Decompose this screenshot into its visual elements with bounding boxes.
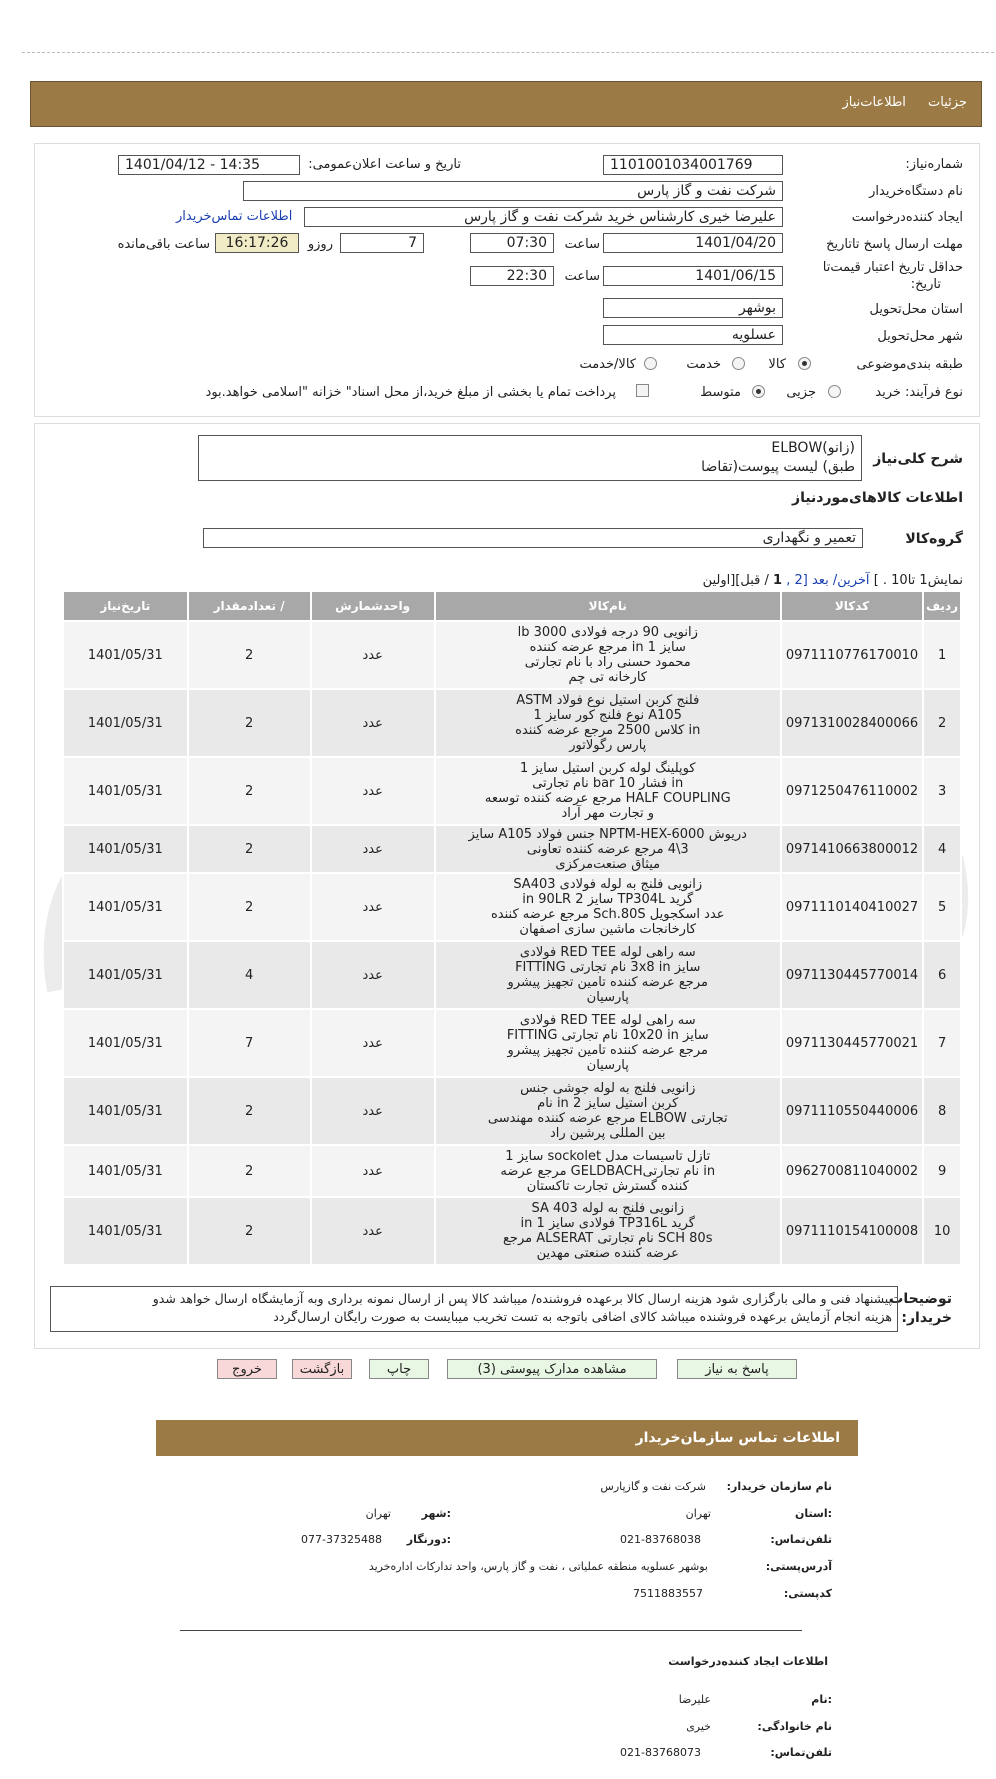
group-label: گروه‌کالا <box>905 531 963 547</box>
send-date-field: 1401/04/20 <box>603 233 783 253</box>
creator-info-title: اطلاعات ایجاد کننده‌درخواست <box>668 1655 828 1668</box>
item-code: 0971110154100008 <box>781 1197 923 1265</box>
summary-line-2: طبق) لیست پیوست(تقاضا <box>701 459 855 475</box>
row-number: 1 <box>923 621 961 689</box>
item-name-line: پارسیان <box>586 990 629 1005</box>
notes-box <box>50 1286 898 1332</box>
contact-postal-value: 7511883557 <box>633 1587 703 1600</box>
pagination-last[interactable]: آخرین/ <box>832 573 870 588</box>
col-code: کدکالا <box>781 591 923 621</box>
notes-label-2: خریدار: <box>901 1310 952 1326</box>
validity-date-field: 1401/06/15 <box>603 266 783 286</box>
table-row <box>63 941 961 1009</box>
item-name-line: کننده گسترش تجارت تاکستان <box>526 1178 689 1194</box>
goods-table <box>62 590 962 1266</box>
province-label: استان محل‌تحویل <box>869 302 963 317</box>
goods-info-title: اطلاعات کالاهای‌موردنیاز <box>792 490 963 506</box>
item-name-line: تازل تاسیسات مدل sockolet سایز 1 <box>505 1148 711 1164</box>
send-deadline-label: مهلت ارسال پاسخ تا‌تاریخ <box>826 237 963 252</box>
item-name-line: گرید TP316L فولادی سایز 1 in <box>520 1216 695 1231</box>
print-button[interactable]: چاپ <box>369 1359 429 1379</box>
item-name-line: in فشار 10 bar نام تجارتی <box>532 776 684 791</box>
creator-field: علیرضا خیری کارشناس خرید شرکت نفت و گاز پارس <box>304 207 783 227</box>
item-code: 0962700811040002 <box>781 1145 923 1197</box>
contact-province-label: :استان <box>795 1507 832 1520</box>
item-name <box>435 757 781 825</box>
item-code: 0971130445770014 <box>781 941 923 1009</box>
item-code: 0971110776170010 <box>781 621 923 689</box>
send-time-field: 07:30 <box>470 233 554 253</box>
validity-label-2: تاریخ: <box>910 277 941 292</box>
notes-line-1: پیشنهاد فنی و مالی بارگزاری شود هزینه ارسال کالا برعهده فروشنده/ میباشد کالا پس از ارسال نمونه برداری وبه آزمایشگاه ارسال خواهد شدو <box>152 1291 892 1306</box>
item-name-line: مرجع عرضه کننده تامین تجهیز پیشرو <box>507 1043 708 1058</box>
item-date: 1401/05/31 <box>63 873 188 941</box>
table-row <box>63 1077 961 1145</box>
item-name-line: سایز 10x20 in نام تجارتی FITTING <box>506 1028 709 1043</box>
exit-button[interactable]: خروج <box>217 1359 277 1379</box>
process-medium-radio[interactable] <box>752 385 765 398</box>
contact-org-label: نام سازمان‌ خریدار: <box>726 1480 832 1493</box>
row-number: 10 <box>923 1197 961 1265</box>
item-code: 0971130445770021 <box>781 1009 923 1077</box>
item-qty: 2 <box>188 689 311 757</box>
row-number: 7 <box>923 1009 961 1077</box>
item-name-line: مرجع عرضه کننده تامین تجهیز پیشرو <box>507 975 708 990</box>
item-name-line: سه راهی لوله RED TEE فولادی <box>519 945 696 960</box>
item-name-line: in کلاس 2500 مرجع عرضه کننده <box>515 723 701 738</box>
reply-button[interactable]: پاسخ به نیاز <box>677 1359 797 1379</box>
item-name-line: میثاق صنعت‌مرکزی <box>555 856 661 872</box>
header-bar <box>30 81 982 127</box>
item-qty: 2 <box>188 1077 311 1145</box>
item-unit: عدد <box>311 689 435 757</box>
process-medium-label: متوسط <box>700 385 741 400</box>
item-unit: عدد <box>311 1009 435 1077</box>
city-field: عسلویه <box>603 325 783 345</box>
category-goods-label: کالا <box>768 357 786 372</box>
item-unit: عدد <box>311 757 435 825</box>
table-row <box>63 689 961 757</box>
item-unit: عدد <box>311 825 435 873</box>
item-unit: عدد <box>311 1197 435 1265</box>
col-date: تاریخ‌نیاز <box>63 591 188 621</box>
contact-fax-label: :دورنگار <box>406 1533 451 1546</box>
city-label: شهر محل‌تحویل <box>877 329 963 344</box>
contact-postal-label: کد‌پستی: <box>783 1587 832 1600</box>
summary-label: شرح کلی‌نیاز <box>873 451 963 467</box>
category-both-radio[interactable] <box>644 357 657 370</box>
item-name-line: کارخانجات ماشین سازی اصفهان <box>519 922 697 937</box>
contact-phone-value: 021-83768038 <box>620 1533 701 1546</box>
table-row <box>63 873 961 941</box>
col-qty: / تعدادمقدار <box>188 591 311 621</box>
item-date: 1401/05/31 <box>63 757 188 825</box>
contact-org-value: شرکت نفت و گازپارس <box>600 1480 706 1493</box>
back-button[interactable]: بازگشت <box>292 1359 352 1379</box>
notes-label <box>889 1290 952 1328</box>
item-date: 1401/05/31 <box>63 1197 188 1265</box>
item-qty: 2 <box>188 1197 311 1265</box>
announce-field: 1401/04/12 - 14:35 <box>118 155 300 175</box>
contact-city-label: :شهر <box>421 1507 451 1520</box>
remaining-time-field: 16:17:26 <box>215 233 299 253</box>
row-number: 6 <box>923 941 961 1009</box>
table-row <box>63 757 961 825</box>
pagination <box>703 573 963 588</box>
item-code: 0971110550440006 <box>781 1077 923 1145</box>
table-row <box>63 1009 961 1077</box>
item-name-line: زانویی فلنج به لوله جوشی جنس <box>520 1081 696 1096</box>
item-name-line: A105 نوع فلنج کور سایز 1 <box>533 708 682 723</box>
item-name-line: عرضه کننده صنعتی مهدین <box>536 1246 679 1261</box>
contact-city-value: تهران <box>365 1507 391 1520</box>
item-name-line: تجارتی ELBOW مرجع عرضه کننده مهندسی <box>487 1111 728 1126</box>
item-name-line: پارس رگولاتور <box>569 738 647 753</box>
item-name-line: SCH 80s نام تجارتی ALSERAT مرجع <box>503 1231 713 1246</box>
validity-time-field: 22:30 <box>470 266 554 286</box>
notes-line-2: هزینه انجام آزمایش برعهده فروشنده میباشد کالای اضافی باتوجه به تست تخریب میبایست به صورت رایگان ارسال‌گردد <box>273 1309 892 1324</box>
need-number-field: 1101001034001769 <box>603 155 783 175</box>
item-name-line: دریوش NPTM-HEX-6000 جنس فولاد A105 سایز <box>468 826 747 842</box>
item-name <box>435 621 781 689</box>
item-date: 1401/05/31 <box>63 941 188 1009</box>
item-date: 1401/05/31 <box>63 1145 188 1197</box>
item-name-line: in نام تجارتیGELDBACH مرجع عرضه <box>500 1163 716 1179</box>
item-name <box>435 825 781 873</box>
item-qty: 2 <box>188 825 311 873</box>
validity-label-1: حداقل تاریخ اعتبار قیمت‌تا <box>822 260 963 275</box>
province-field: بوشهر <box>603 298 783 318</box>
item-unit: عدد <box>311 1145 435 1197</box>
buyer-org-field: شرکت نفت و گاز پارس <box>243 181 783 201</box>
payment-note: پرداخت تمام یا بخشی از مبلغ خرید،از محل اسناد" خزانه "اسلامی خواهد.بود <box>205 385 616 400</box>
item-name <box>435 873 781 941</box>
row-number: 3 <box>923 757 961 825</box>
item-date: 1401/05/31 <box>63 1077 188 1145</box>
category-both-label: کالا/خدمت <box>579 357 636 372</box>
item-name-line: کارخانه تی چم <box>568 670 647 685</box>
contact-province-value: تهران <box>685 1507 711 1520</box>
summary-box <box>198 435 862 481</box>
item-name <box>435 1145 781 1197</box>
item-qty: 2 <box>188 1145 311 1197</box>
pagination-prefix: نمایش1 تا10 . ] <box>873 573 963 588</box>
pagination-next[interactable]: بعد <box>811 573 829 588</box>
category-service-label: خدمت <box>686 357 721 372</box>
item-name-line: کربن استیل سایز 2 in نام <box>537 1096 679 1111</box>
item-qty: 7 <box>188 1009 311 1077</box>
item-qty: 2 <box>188 873 311 941</box>
item-name-line: فلنج کربن استیل نوع فولاد ASTM <box>516 693 700 708</box>
item-name-line: کوپلینگ لوله کربن استیل سایز 1 <box>519 761 696 776</box>
contact-address-value: بوشهر عسلویه منطقه عملیاتی ، نفت و گاز پارس، واحد تداركات اداره‌خرید <box>368 1560 708 1573</box>
attachments-button[interactable]: مشاهده مدارک پیوستی (3) <box>447 1359 657 1379</box>
category-goods-radio[interactable] <box>798 357 811 370</box>
tab-details[interactable]: جزئیات <box>928 95 967 110</box>
item-name-line: پارسیان <box>586 1058 629 1073</box>
item-date: 1401/05/31 <box>63 621 188 689</box>
item-unit: عدد <box>311 621 435 689</box>
contact-divider <box>180 1630 802 1631</box>
category-label: طبقه بندی‌موضوعی <box>856 357 963 372</box>
pagination-page-2[interactable]: [2 , <box>786 573 808 588</box>
item-name-line: محمود حسنی راد با نام تجارتی <box>524 655 691 670</box>
process-label: نوع فرآیند: خرید <box>875 385 963 400</box>
item-name-line: زانویی 90 درجه فولادی 3000 lb <box>517 625 698 640</box>
item-name-line: زانویی فلنج به لوله SA 403 <box>531 1201 685 1216</box>
item-name <box>435 689 781 757</box>
buyer-org-label: نام دستگاه‌خریدار <box>869 184 963 199</box>
process-partial-label: جزیی <box>786 385 816 400</box>
pagination-prev-first: / قبل][اولین <box>702 573 769 588</box>
item-unit: عدد <box>311 1077 435 1145</box>
treasury-payment-checkbox[interactable] <box>636 384 649 397</box>
item-name <box>435 941 781 1009</box>
table-row <box>63 621 961 689</box>
creator-phone-value: 021-83768073 <box>620 1746 701 1759</box>
top-divider <box>22 52 994 53</box>
creator-phone-label: تلفن‌تماس: <box>770 1746 832 1759</box>
send-time-label: ساعت <box>564 237 600 252</box>
item-name <box>435 1077 781 1145</box>
item-name-line: و تجارت مهر آراد <box>561 806 655 821</box>
creator-family-value: خیری <box>686 1720 711 1733</box>
item-qty: 2 <box>188 621 311 689</box>
col-unit: واحدشمارش <box>311 591 435 621</box>
col-name: نام‌کالا <box>435 591 781 621</box>
row-number: 9 <box>923 1145 961 1197</box>
notes-label-1: توضیحات <box>889 1291 952 1307</box>
item-code: 0971410663800012 <box>781 825 923 873</box>
creator-label: ایجاد کننده‌درخواست <box>851 210 963 225</box>
item-name-line: عدد اسکجویل Sch.80S مرجع عرضه کننده <box>490 907 725 922</box>
table-row <box>63 1145 961 1197</box>
item-unit: عدد <box>311 873 435 941</box>
pagination-current: 1 <box>773 573 783 588</box>
validity-time-label: ساعت <box>564 269 600 284</box>
col-row: ردیف <box>923 591 961 621</box>
category-service-radio[interactable] <box>732 357 745 370</box>
buyer-contact-link[interactable]: اطلاعات تماس‌خریدار <box>176 209 293 224</box>
row-number: 5 <box>923 873 961 941</box>
item-name-line: HALF COUPLING مرجع عرضه کننده توسعه <box>484 791 731 806</box>
summary-line-1: (زانو)ELBOW <box>771 440 855 456</box>
need-number-label: شماره‌نیاز: <box>905 157 963 172</box>
item-date: 1401/05/31 <box>63 1009 188 1077</box>
tab-need-info[interactable]: اطلاعات‌نیاز <box>842 95 906 110</box>
item-date: 1401/05/31 <box>63 689 188 757</box>
item-code: 0971310028400066 <box>781 689 923 757</box>
item-qty: 2 <box>188 757 311 825</box>
item-name-line: زانویی فلنج به لوله فولادی SA403 <box>513 877 703 892</box>
table-row <box>63 1197 961 1265</box>
item-name-line: سه راهی لوله RED TEE فولادی <box>519 1013 696 1028</box>
table-row <box>63 825 961 873</box>
row-number: 8 <box>923 1077 961 1145</box>
item-name-line: گرید TP304L سایز 2 in 90LR <box>522 892 694 907</box>
item-name <box>435 1197 781 1265</box>
announce-label: تاریخ و ساعت اعلان‌عمومی: <box>308 157 461 172</box>
row-number: 4 <box>923 825 961 873</box>
item-unit: عدد <box>311 941 435 1009</box>
contact-address-label: آدرس‌پستی: <box>765 1560 832 1573</box>
item-code: 0971250476110002 <box>781 757 923 825</box>
group-field: تعمیر و نگهداری <box>203 528 863 548</box>
process-partial-radio[interactable] <box>828 385 841 398</box>
item-code: 0971110140410027 <box>781 873 923 941</box>
creator-name-value: علیرضا <box>678 1693 711 1706</box>
contact-phone-label: تلفن‌تماس: <box>770 1533 832 1546</box>
item-name-line: سایز 1 in مرجع عرضه کننده <box>529 640 686 655</box>
item-name-line: 3\4 مرجع عرضه کننده تعاونی <box>526 841 689 857</box>
remaining-label: ساعت باقی‌مانده <box>117 237 210 252</box>
days-field: 7 <box>340 233 424 253</box>
contact-header <box>156 1420 858 1456</box>
creator-family-label: نام خانوادگی: <box>757 1720 832 1733</box>
days-label: روزو <box>307 237 333 252</box>
contact-fax-value: 077-37325488 <box>301 1533 382 1546</box>
item-name <box>435 1009 781 1077</box>
item-name-line: سایز 3x8 in نام تجارتی FITTING <box>515 960 701 975</box>
item-qty: 4 <box>188 941 311 1009</box>
item-name-line: بین المللی پرشین راد <box>549 1126 666 1141</box>
row-number: 2 <box>923 689 961 757</box>
contact-title: اطلاعات تماس سازمان‌خریدار <box>635 1430 840 1446</box>
item-date: 1401/05/31 <box>63 825 188 873</box>
creator-name-label: :نام <box>811 1693 832 1706</box>
